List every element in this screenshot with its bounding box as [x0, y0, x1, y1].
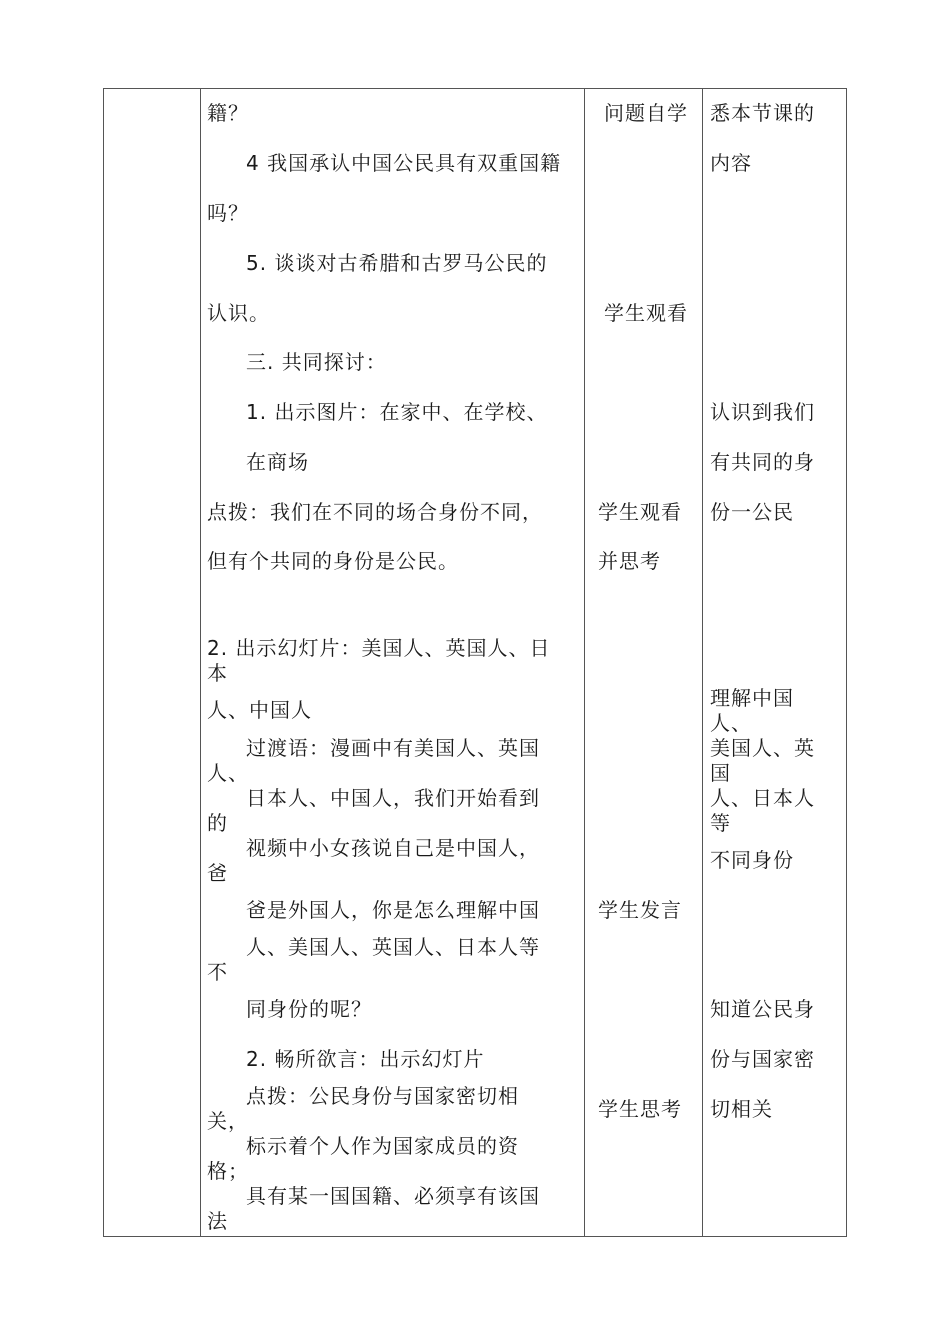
text-line: 人、日本人 [710, 786, 815, 810]
text-line: 认识。 [207, 301, 270, 325]
text-line: 点拨：我们在不同的场合身份不同， [207, 500, 543, 524]
text-line: 知道公民身 [710, 997, 815, 1021]
text-line: 美国人、英 [710, 736, 815, 760]
text-line: 学生发言 [598, 898, 682, 922]
text-line: 4 我国承认中国公民具有双重国籍 [246, 151, 562, 175]
text-line: 学生思考 [598, 1097, 682, 1121]
section-heading: 三. 共同探讨： [246, 350, 387, 374]
text-line: 悉本节课的 [710, 101, 815, 125]
text-line: 学生观看 [598, 500, 682, 524]
text-line: 理解中国 [710, 686, 794, 710]
text-line: 2. 畅所欲言：出示幻灯片 [246, 1047, 485, 1071]
text-line: 内容 [710, 151, 752, 175]
text-line: 爸 [207, 861, 228, 885]
text-line: 学生观看 [604, 301, 688, 325]
text-line: 5. 谈谈对古希腊和古罗马公民的 [246, 251, 548, 275]
text-line: 视频中小女孩说自己是中国人， [246, 836, 540, 860]
column-divider [702, 89, 703, 1236]
text-line: 本 [207, 661, 228, 685]
text-line: 人、 [207, 761, 249, 785]
text-line: 籍？ [207, 101, 249, 125]
text-line: 问题自学 [604, 101, 688, 125]
text-line: 等 [710, 811, 731, 835]
text-line: 1. 出示图片：在家中、在学校、 [246, 400, 548, 424]
text-line: 不 [207, 960, 228, 984]
text-line: 的 [207, 811, 228, 835]
text-line: 人、中国人 [207, 698, 312, 722]
text-line: 不同身份 [710, 848, 794, 872]
text-line: 并思考 [598, 549, 661, 573]
text-line: 份与国家密 [710, 1047, 815, 1071]
text-line: 切相关 [710, 1097, 773, 1121]
text-line: 认识到我们 [710, 400, 815, 424]
text-line: 份一公民 [710, 500, 794, 524]
text-line: 在商场 [246, 450, 309, 474]
text-line: 有共同的身 [710, 450, 815, 474]
text-line: 格； [207, 1159, 249, 1183]
text-line: 过渡语：漫画中有美国人、英国 [246, 736, 540, 760]
text-line: 标示着个人作为国家成员的资 [246, 1134, 519, 1158]
text-line: 但有个共同的身份是公民。 [207, 549, 459, 573]
text-line: 日本人、中国人，我们开始看到 [246, 786, 540, 810]
column-divider [200, 89, 201, 1236]
text-line: 法 [207, 1209, 228, 1233]
text-line: 关， [207, 1109, 249, 1133]
text-line: 国 [710, 761, 731, 785]
column-divider [584, 89, 585, 1236]
text-line: 吗？ [207, 201, 249, 225]
text-line: 人、美国人、英国人、日本人等 [246, 935, 540, 959]
text-line: 点拨：公民身份与国家密切相 [246, 1084, 519, 1108]
text-line: 同身份的呢？ [246, 997, 372, 1021]
text-line: 爸是外国人，你是怎么理解中国 [246, 898, 540, 922]
text-line: 人、 [710, 711, 752, 735]
text-line: 2. 出示幻灯片：美国人、英国人、日 [207, 636, 551, 660]
text-line: 具有某一国国籍、必须享有该国 [246, 1184, 540, 1208]
